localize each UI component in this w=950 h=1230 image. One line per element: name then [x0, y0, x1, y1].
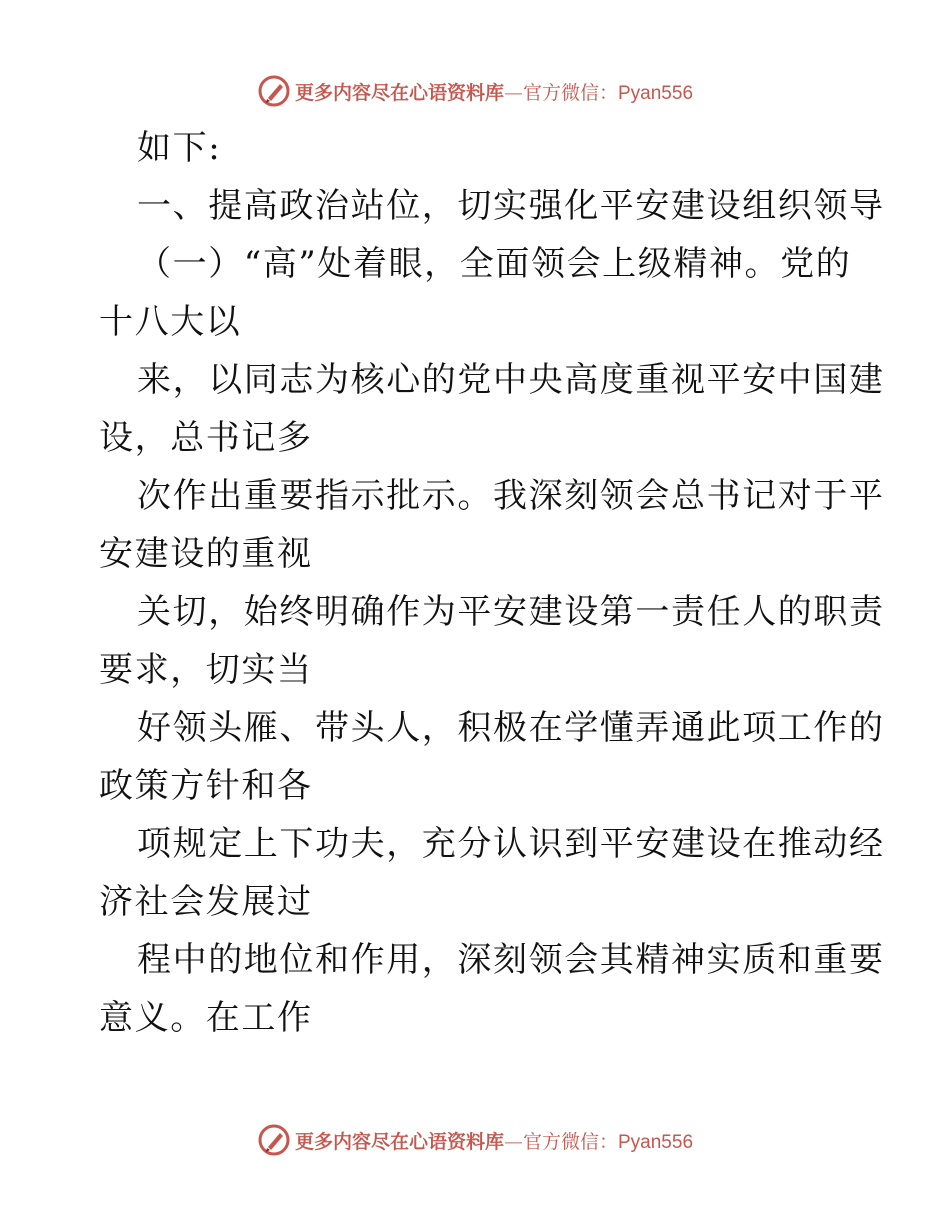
banner-wechat-id: Pyan556 — [618, 82, 694, 104]
text-line: 如下: — [137, 128, 222, 168]
text-line: 济社会发展过 — [99, 882, 313, 922]
banner-separator: — — [503, 1130, 523, 1153]
text-line: 要求，切实当 — [99, 650, 313, 690]
banner-main-text: 更多内容尽在心语资料库 — [294, 81, 504, 104]
text-line: 项规定上下功夫，充分认识到平安建设在推动经 — [137, 824, 885, 864]
text-line: 关切，始终明确作为平安建设第一责任人的职责 — [137, 592, 885, 632]
banner-main-text: 更多内容尽在心语资料库 — [294, 1130, 504, 1153]
text-line: 好领头雁、带头人，积极在学懂弄通此项工作的 — [137, 708, 885, 748]
banner-separator: — — [503, 81, 523, 104]
section-heading: 一、提高政治站位，切实强化平安建设组织领导 — [137, 186, 885, 226]
banner-wechat-label: 官方微信： — [522, 81, 618, 104]
banner-wechat-label: 官方微信： — [522, 1130, 618, 1153]
text-line: 十八大以 — [99, 302, 242, 342]
text-line: （一）“高”处着眼，全面领会上级精神。党的 — [137, 244, 852, 284]
banner-text — [295, 1127, 693, 1154]
text-line: 设，总书记多 — [99, 418, 313, 458]
text-line: 安建设的重视 — [99, 534, 313, 574]
text-line: 政策方针和各 — [99, 766, 313, 806]
banner-wechat-id: Pyan556 — [618, 1131, 694, 1153]
text-line: 程中的地位和作用，深刻领会其精神实质和重要 — [137, 940, 885, 980]
text-line: 来，以同志为核心的党中央高度重视平安中国建 — [137, 360, 885, 400]
footer-banner — [0, 1120, 950, 1160]
text-line: 次作出重要指示批示。我深刻领会总书记对于平 — [137, 476, 885, 516]
text-line: 意义。在工作 — [99, 998, 313, 1038]
pen-logo-icon — [257, 1123, 291, 1157]
